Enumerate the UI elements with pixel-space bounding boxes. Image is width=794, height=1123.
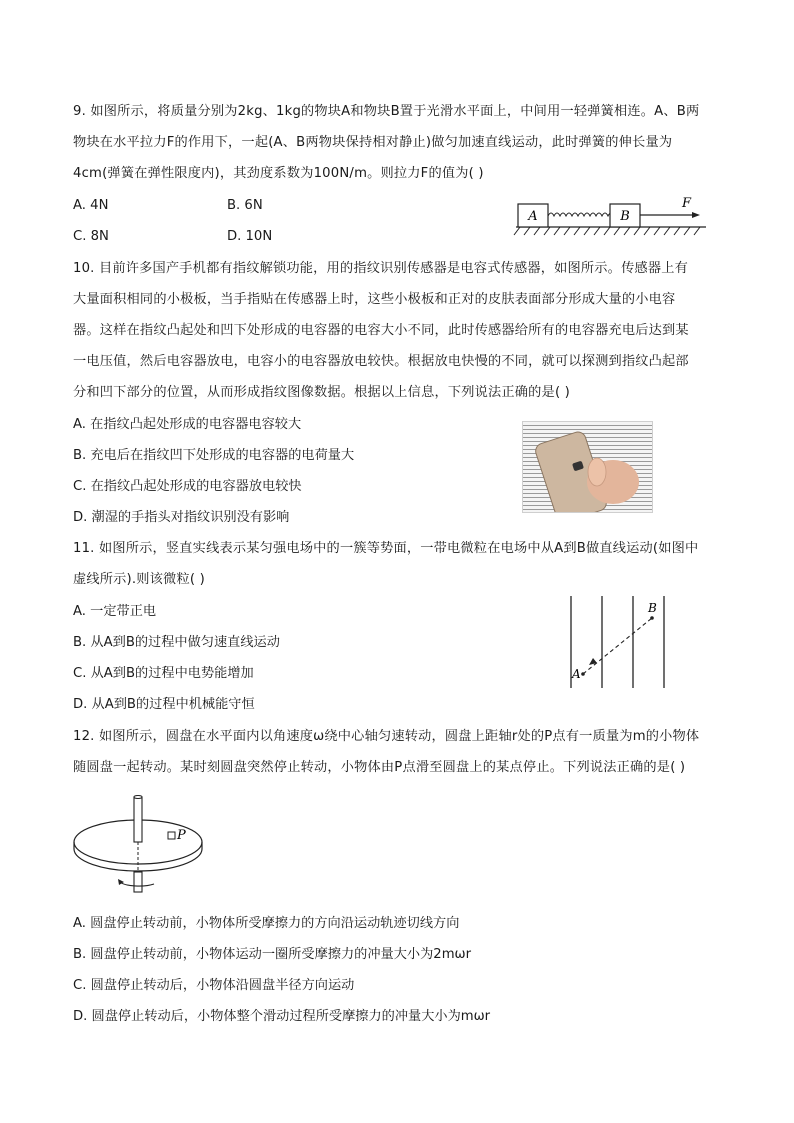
q9-option-c[interactable]: C. 8N [73, 229, 109, 244]
q10-stem-line-3: 器。这样在指纹凸起处和凹下处形成的电容器的电容大小不同，此时传感器给所有的电容器充电后达到某 [73, 323, 689, 338]
q10-stem-line-1: 10. 目前许多国产手机都有指纹解锁功能，用的指纹识别传感器是电容式传感器，如图所示。传感器上有 [73, 261, 689, 276]
q12-option-d[interactable]: D. 圆盘停止转动后，小物体整个滑动过程所受摩擦力的冲量大小为mωr [73, 1009, 491, 1024]
q12-option-a[interactable]: A. 圆盘停止转动前，小物体所受摩擦力的方向沿运动轨迹切线方向 [73, 916, 460, 931]
point-p-label: P [177, 828, 186, 843]
spring-blocks-figure [510, 192, 710, 238]
finger [588, 458, 606, 486]
q10-option-b[interactable]: B. 充电后在指纹凹下处形成的电容器的电荷量大 [73, 448, 355, 463]
q11-option-b[interactable]: B. 从A到B的过程中做匀速直线运动 [73, 635, 280, 650]
point-a-label: A [572, 667, 581, 681]
q10-stem-line-5: 分和凹下部分的位置，从而形成指纹图像数据。根据以上信息，下列说法正确的是( ) [73, 385, 571, 400]
q12-stem-line-1: 12. 如图所示，圆盘在水平面内以角速度ω绕中心轴匀速转动，圆盘上距轴r处的P点有一质量为m的小物体 [73, 729, 700, 744]
q9-stem-line-2: 物块在水平拉力F的作用下，一起(A、B两物块保持相对静止)做匀加速直线运动，此时弹簧的伸长量为 [73, 135, 673, 150]
block-b-label: B [620, 209, 630, 224]
q12-option-b[interactable]: B. 圆盘停止转动前，小物体运动一圈所受摩擦力的冲量大小为2mωr [73, 947, 472, 962]
q12-option-c[interactable]: C. 圆盘停止转动后，小物体沿圆盘半径方向运动 [73, 978, 355, 993]
q10-stem-line-4: 一电压值，然后电容器放电，电容小的电容器放电较快。根据放电快慢的不同，就可以探测到指纹凸起部 [73, 354, 689, 369]
q10-option-d[interactable]: D. 潮湿的手指头对指纹识别没有影响 [73, 510, 290, 525]
small-object [168, 832, 175, 839]
axle-top [134, 797, 142, 842]
q11-stem-line-1: 11. 如图所示，竖直实线表示某匀强电场中的一簇等势面，一带电微粒在电场中从A到B做直线运动(如图中 [73, 541, 699, 556]
q11-option-c[interactable]: C. 从A到B的过程中电势能增加 [73, 666, 254, 681]
q10-option-a[interactable]: A. 在指纹凸起处形成的电容器电容较大 [73, 417, 302, 432]
trajectory-dashed [583, 618, 652, 674]
spring [548, 213, 620, 216]
force-label: F [682, 196, 692, 211]
rotating-disc-figure [68, 792, 208, 897]
q10-stem-line-2: 大量面积相同的小极板，当手指贴在传感器上时，这些小极板和正对的皮肤表面部分形成大量的小电容 [73, 292, 676, 307]
q9-option-b[interactable]: B. 6N [227, 198, 263, 213]
equipotential-figure [560, 594, 675, 692]
q11-option-d[interactable]: D. 从A到B的过程中机械能守恒 [73, 697, 255, 712]
q12-stem-line-2: 随圆盘一起转动。某时刻圆盘突然停止转动，小物体由P点滑至圆盘上的某点停止。下列说法正确的是( ) [73, 760, 686, 775]
q10-option-c[interactable]: C. 在指纹凸起处形成的电容器放电较快 [73, 479, 302, 494]
q11-option-a[interactable]: A. 一定带正电 [73, 604, 157, 619]
fingerprint-photo [522, 421, 653, 513]
q9-stem-line-3: 4cm(弹簧在弹性限度内)，其劲度系数为100N/m。则拉力F的值为( ) [73, 166, 484, 181]
q9-stem-line-1: 9. 如图所示，将质量分别为2kg、1kg的物块A和物块B置于光滑水平面上，中间用一轻弹簧相连。A、B两 [73, 104, 700, 119]
q9-option-d[interactable]: D. 10N [227, 229, 273, 244]
phone-hand-illustration [523, 422, 652, 512]
axle-bottom [134, 872, 142, 892]
q9-option-a[interactable]: A. 4N [73, 198, 109, 213]
point-b-label: B [648, 601, 657, 615]
block-a-label: A [528, 209, 538, 224]
q11-stem-line-2: 虚线所示).则该微粒( ) [73, 572, 205, 587]
